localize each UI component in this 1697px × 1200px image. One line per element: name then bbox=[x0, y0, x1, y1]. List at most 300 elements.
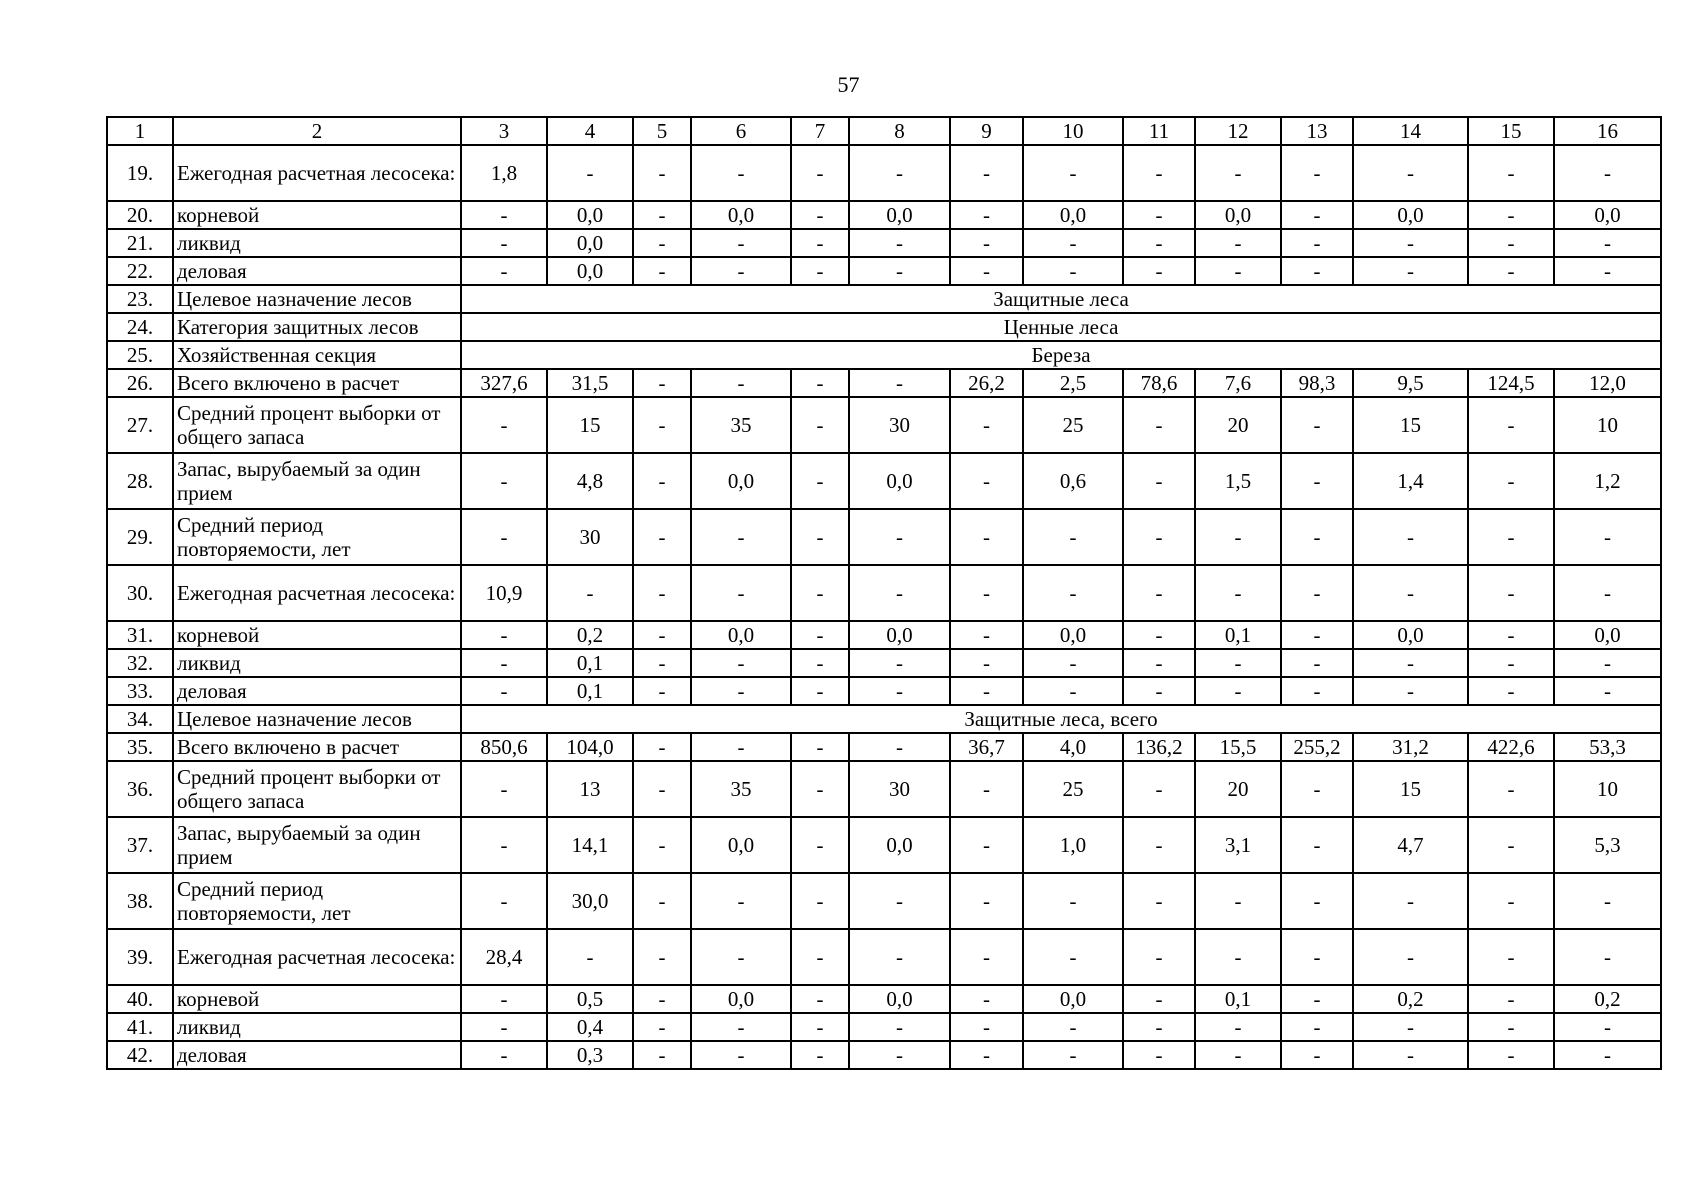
value-cell: 78,6 bbox=[1123, 369, 1195, 397]
value-cell: - bbox=[547, 145, 633, 201]
value-cell: - bbox=[1123, 649, 1195, 677]
table-row bbox=[107, 453, 1661, 509]
value-cell: - bbox=[1468, 985, 1554, 1013]
value-cell: - bbox=[1281, 761, 1353, 817]
value-cell: - bbox=[1554, 229, 1661, 257]
value-cell: - bbox=[461, 397, 547, 453]
value-cell: - bbox=[1195, 229, 1281, 257]
value-cell: - bbox=[950, 929, 1023, 985]
table-row bbox=[107, 1013, 1661, 1041]
value-cell: 9,5 bbox=[1353, 369, 1468, 397]
value-cell: - bbox=[950, 453, 1023, 509]
row-number: 35. bbox=[107, 733, 173, 761]
row-description: Ежегодная расчетная лесосека: bbox=[173, 929, 461, 985]
value-cell: - bbox=[461, 817, 547, 873]
value-cell: - bbox=[950, 145, 1023, 201]
row-description: Целевое назначение лесов bbox=[173, 285, 461, 313]
value-cell: 0,0 bbox=[1554, 201, 1661, 229]
value-cell: 1,5 bbox=[1195, 453, 1281, 509]
value-cell: - bbox=[461, 509, 547, 565]
value-cell: 0,0 bbox=[547, 257, 633, 285]
row-number: 39. bbox=[107, 929, 173, 985]
value-cell: - bbox=[461, 761, 547, 817]
value-cell: 15 bbox=[547, 397, 633, 453]
value-cell: 422,6 bbox=[1468, 733, 1554, 761]
value-cell: - bbox=[1353, 873, 1468, 929]
value-cell: - bbox=[1023, 1013, 1123, 1041]
value-cell: 98,3 bbox=[1281, 369, 1353, 397]
value-cell: - bbox=[691, 873, 791, 929]
value-cell: - bbox=[461, 985, 547, 1013]
value-cell: 30 bbox=[849, 761, 950, 817]
value-cell: - bbox=[791, 621, 849, 649]
value-cell: 1,0 bbox=[1023, 817, 1123, 873]
column-number-header: 15 bbox=[1468, 117, 1554, 145]
value-cell: - bbox=[1123, 145, 1195, 201]
value-cell: 10 bbox=[1554, 397, 1661, 453]
value-cell: - bbox=[1468, 873, 1554, 929]
value-cell: - bbox=[1281, 621, 1353, 649]
value-cell: - bbox=[1281, 677, 1353, 705]
row-description: деловая bbox=[173, 257, 461, 285]
row-description: Средний процент выборки от общего запаса bbox=[173, 397, 461, 453]
column-number-header: 7 bbox=[791, 117, 849, 145]
value-cell: 0,0 bbox=[849, 817, 950, 873]
value-cell: - bbox=[791, 453, 849, 509]
table-row bbox=[107, 1041, 1661, 1069]
value-cell: - bbox=[1195, 509, 1281, 565]
value-cell: - bbox=[461, 201, 547, 229]
value-cell: - bbox=[791, 985, 849, 1013]
row-number: 25. bbox=[107, 341, 173, 369]
row-number: 40. bbox=[107, 985, 173, 1013]
value-cell: 850,6 bbox=[461, 733, 547, 761]
value-cell: - bbox=[950, 509, 1023, 565]
row-description: деловая bbox=[173, 1041, 461, 1069]
value-cell: - bbox=[1353, 229, 1468, 257]
value-cell: - bbox=[950, 257, 1023, 285]
table-row bbox=[107, 985, 1661, 1013]
value-cell: - bbox=[691, 509, 791, 565]
value-cell: 0,0 bbox=[691, 817, 791, 873]
row-description: ликвид bbox=[173, 1013, 461, 1041]
row-number: 34. bbox=[107, 705, 173, 733]
table-row bbox=[107, 145, 1661, 201]
value-cell: - bbox=[849, 509, 950, 565]
value-cell: - bbox=[461, 873, 547, 929]
value-cell: - bbox=[1554, 565, 1661, 621]
value-cell: - bbox=[1023, 257, 1123, 285]
value-cell: - bbox=[461, 649, 547, 677]
column-number-header: 2 bbox=[173, 117, 461, 145]
value-cell: - bbox=[849, 369, 950, 397]
value-cell: - bbox=[950, 677, 1023, 705]
value-cell: 30,0 bbox=[547, 873, 633, 929]
value-cell: - bbox=[1353, 257, 1468, 285]
row-description: Всего включено в расчет bbox=[173, 733, 461, 761]
value-cell: - bbox=[1468, 649, 1554, 677]
value-cell: - bbox=[791, 677, 849, 705]
column-number-header: 6 bbox=[691, 117, 791, 145]
column-number-header: 16 bbox=[1554, 117, 1661, 145]
value-cell: - bbox=[791, 201, 849, 229]
value-cell: 1,4 bbox=[1353, 453, 1468, 509]
value-cell: - bbox=[1468, 677, 1554, 705]
value-cell: - bbox=[849, 145, 950, 201]
value-cell: 0,5 bbox=[547, 985, 633, 1013]
value-cell: 0,3 bbox=[547, 1041, 633, 1069]
row-number: 36. bbox=[107, 761, 173, 817]
value-cell: 26,2 bbox=[950, 369, 1023, 397]
value-cell: - bbox=[1353, 677, 1468, 705]
value-cell: 0,0 bbox=[1023, 621, 1123, 649]
value-cell: - bbox=[791, 565, 849, 621]
value-cell: - bbox=[1353, 929, 1468, 985]
table-body bbox=[107, 117, 1661, 1069]
value-cell: 20 bbox=[1195, 397, 1281, 453]
value-cell: 0,0 bbox=[1023, 985, 1123, 1013]
value-cell: - bbox=[1123, 929, 1195, 985]
value-cell: - bbox=[1123, 509, 1195, 565]
value-cell: - bbox=[1554, 873, 1661, 929]
value-cell: - bbox=[1281, 257, 1353, 285]
value-cell: - bbox=[1468, 509, 1554, 565]
value-cell: - bbox=[1123, 873, 1195, 929]
value-cell: - bbox=[633, 257, 691, 285]
value-cell: 15,5 bbox=[1195, 733, 1281, 761]
value-cell: - bbox=[1123, 1041, 1195, 1069]
value-cell: - bbox=[1468, 229, 1554, 257]
value-cell: 36,7 bbox=[950, 733, 1023, 761]
column-number-header: 3 bbox=[461, 117, 547, 145]
value-cell: - bbox=[1468, 817, 1554, 873]
value-cell: - bbox=[849, 257, 950, 285]
section-title-cell: Ценные леса bbox=[461, 313, 1661, 341]
value-cell: - bbox=[547, 929, 633, 985]
value-cell: - bbox=[849, 733, 950, 761]
value-cell: - bbox=[691, 369, 791, 397]
value-cell: - bbox=[1353, 509, 1468, 565]
value-cell: - bbox=[1554, 649, 1661, 677]
value-cell: - bbox=[849, 565, 950, 621]
value-cell: - bbox=[461, 229, 547, 257]
table-row bbox=[107, 705, 1661, 733]
value-cell: 4,8 bbox=[547, 453, 633, 509]
value-cell: - bbox=[633, 229, 691, 257]
value-cell: - bbox=[950, 1013, 1023, 1041]
value-cell: - bbox=[950, 985, 1023, 1013]
value-cell: - bbox=[791, 229, 849, 257]
value-cell: - bbox=[950, 1041, 1023, 1069]
column-number-header: 1 bbox=[107, 117, 173, 145]
value-cell: 13 bbox=[547, 761, 633, 817]
value-cell: - bbox=[691, 733, 791, 761]
value-cell: - bbox=[950, 397, 1023, 453]
row-number: 38. bbox=[107, 873, 173, 929]
value-cell: - bbox=[791, 1041, 849, 1069]
value-cell: 10,9 bbox=[461, 565, 547, 621]
table-row bbox=[107, 873, 1661, 929]
value-cell: 0,0 bbox=[1353, 621, 1468, 649]
value-cell: 0,0 bbox=[849, 201, 950, 229]
table-row bbox=[107, 677, 1661, 705]
row-description: Хозяйственная секция bbox=[173, 341, 461, 369]
value-cell: 4,0 bbox=[1023, 733, 1123, 761]
value-cell: 3,1 bbox=[1195, 817, 1281, 873]
value-cell: - bbox=[1554, 257, 1661, 285]
value-cell: 124,5 bbox=[1468, 369, 1554, 397]
value-cell: - bbox=[1195, 929, 1281, 985]
value-cell: - bbox=[1353, 145, 1468, 201]
value-cell: - bbox=[1123, 453, 1195, 509]
value-cell: - bbox=[1195, 649, 1281, 677]
value-cell: - bbox=[1281, 817, 1353, 873]
value-cell: - bbox=[691, 257, 791, 285]
row-description: Целевое назначение лесов bbox=[173, 705, 461, 733]
value-cell: 28,4 bbox=[461, 929, 547, 985]
value-cell: - bbox=[1468, 1013, 1554, 1041]
value-cell: 7,6 bbox=[1195, 369, 1281, 397]
column-number-header: 11 bbox=[1123, 117, 1195, 145]
value-cell: - bbox=[1353, 565, 1468, 621]
column-number-header: 14 bbox=[1353, 117, 1468, 145]
value-cell: 12,0 bbox=[1554, 369, 1661, 397]
row-number: 26. bbox=[107, 369, 173, 397]
section-title-cell: Защитные леса bbox=[461, 285, 1661, 313]
value-cell: 0,2 bbox=[1353, 985, 1468, 1013]
column-number-header: 4 bbox=[547, 117, 633, 145]
value-cell: - bbox=[633, 565, 691, 621]
table-row bbox=[107, 817, 1661, 873]
value-cell: - bbox=[1468, 145, 1554, 201]
value-cell: - bbox=[633, 649, 691, 677]
value-cell: - bbox=[1281, 145, 1353, 201]
table-row bbox=[107, 341, 1661, 369]
value-cell: - bbox=[1281, 985, 1353, 1013]
row-description: деловая bbox=[173, 677, 461, 705]
value-cell: 31,2 bbox=[1353, 733, 1468, 761]
row-number: 29. bbox=[107, 509, 173, 565]
value-cell: - bbox=[461, 453, 547, 509]
value-cell: - bbox=[1195, 565, 1281, 621]
value-cell: - bbox=[849, 873, 950, 929]
value-cell: - bbox=[1123, 817, 1195, 873]
value-cell: - bbox=[791, 761, 849, 817]
value-cell: - bbox=[1554, 677, 1661, 705]
value-cell: - bbox=[633, 1041, 691, 1069]
value-cell: 5,3 bbox=[1554, 817, 1661, 873]
value-cell: - bbox=[791, 817, 849, 873]
value-cell: - bbox=[1281, 1013, 1353, 1041]
table-row bbox=[107, 229, 1661, 257]
value-cell: - bbox=[791, 733, 849, 761]
row-number: 37. bbox=[107, 817, 173, 873]
row-description: корневой bbox=[173, 201, 461, 229]
row-number: 19. bbox=[107, 145, 173, 201]
value-cell: - bbox=[791, 145, 849, 201]
value-cell: - bbox=[633, 1013, 691, 1041]
value-cell: - bbox=[1195, 873, 1281, 929]
row-description: Категория защитных лесов bbox=[173, 313, 461, 341]
value-cell: - bbox=[1123, 257, 1195, 285]
row-number: 27. bbox=[107, 397, 173, 453]
value-cell: - bbox=[633, 621, 691, 649]
value-cell: - bbox=[1468, 929, 1554, 985]
value-cell: - bbox=[1554, 1041, 1661, 1069]
table-row bbox=[107, 369, 1661, 397]
value-cell: - bbox=[791, 509, 849, 565]
value-cell: - bbox=[1023, 929, 1123, 985]
row-description: Средний период повторяемости, лет bbox=[173, 509, 461, 565]
value-cell: 15 bbox=[1353, 397, 1468, 453]
value-cell: - bbox=[950, 621, 1023, 649]
value-cell: - bbox=[791, 257, 849, 285]
value-cell: - bbox=[1281, 201, 1353, 229]
value-cell: - bbox=[691, 1013, 791, 1041]
value-cell: - bbox=[1195, 145, 1281, 201]
value-cell: - bbox=[633, 397, 691, 453]
value-cell: - bbox=[849, 929, 950, 985]
row-number: 41. bbox=[107, 1013, 173, 1041]
table-row bbox=[107, 509, 1661, 565]
table-row bbox=[107, 649, 1661, 677]
value-cell: - bbox=[1468, 257, 1554, 285]
value-cell: 25 bbox=[1023, 397, 1123, 453]
value-cell: - bbox=[849, 229, 950, 257]
value-cell: 25 bbox=[1023, 761, 1123, 817]
row-number: 42. bbox=[107, 1041, 173, 1069]
value-cell: 0,0 bbox=[691, 621, 791, 649]
value-cell: - bbox=[791, 873, 849, 929]
value-cell: - bbox=[849, 1041, 950, 1069]
value-cell: - bbox=[1123, 565, 1195, 621]
value-cell: 0,4 bbox=[547, 1013, 633, 1041]
table-row bbox=[107, 257, 1661, 285]
value-cell: 31,5 bbox=[547, 369, 633, 397]
value-cell: - bbox=[633, 733, 691, 761]
value-cell: - bbox=[950, 817, 1023, 873]
value-cell: - bbox=[849, 1013, 950, 1041]
column-number-header: 9 bbox=[950, 117, 1023, 145]
value-cell: - bbox=[1468, 1041, 1554, 1069]
table-row bbox=[107, 285, 1661, 313]
table-header-row bbox=[107, 117, 1661, 145]
value-cell: - bbox=[1123, 229, 1195, 257]
value-cell: - bbox=[461, 1041, 547, 1069]
value-cell: - bbox=[950, 565, 1023, 621]
value-cell: - bbox=[1123, 397, 1195, 453]
value-cell: - bbox=[633, 985, 691, 1013]
value-cell: - bbox=[1023, 145, 1123, 201]
value-cell: 0,1 bbox=[547, 677, 633, 705]
value-cell: - bbox=[461, 1013, 547, 1041]
value-cell: 104,0 bbox=[547, 733, 633, 761]
value-cell: 0,0 bbox=[691, 201, 791, 229]
value-cell: - bbox=[1123, 761, 1195, 817]
value-cell: - bbox=[1123, 201, 1195, 229]
value-cell: - bbox=[691, 145, 791, 201]
row-description: ликвид bbox=[173, 649, 461, 677]
table-row bbox=[107, 929, 1661, 985]
value-cell: - bbox=[633, 929, 691, 985]
row-number: 28. bbox=[107, 453, 173, 509]
value-cell: 0,2 bbox=[547, 621, 633, 649]
value-cell: - bbox=[1468, 453, 1554, 509]
column-number-header: 12 bbox=[1195, 117, 1281, 145]
page-number: 57 bbox=[837, 72, 860, 97]
row-description: Ежегодная расчетная лесосека: bbox=[173, 565, 461, 621]
value-cell: 0,0 bbox=[849, 453, 950, 509]
value-cell: - bbox=[1281, 453, 1353, 509]
value-cell: - bbox=[1468, 565, 1554, 621]
value-cell: - bbox=[849, 649, 950, 677]
value-cell: - bbox=[1023, 565, 1123, 621]
value-cell: - bbox=[1281, 509, 1353, 565]
value-cell: - bbox=[1023, 677, 1123, 705]
column-number-header: 8 bbox=[849, 117, 950, 145]
table-row bbox=[107, 397, 1661, 453]
value-cell: 4,7 bbox=[1353, 817, 1468, 873]
row-description: Всего включено в расчет bbox=[173, 369, 461, 397]
value-cell: - bbox=[1281, 229, 1353, 257]
value-cell: 0,0 bbox=[1554, 621, 1661, 649]
row-number: 23. bbox=[107, 285, 173, 313]
value-cell: - bbox=[461, 677, 547, 705]
value-cell: - bbox=[633, 873, 691, 929]
value-cell: 20 bbox=[1195, 761, 1281, 817]
value-cell: - bbox=[633, 509, 691, 565]
value-cell: - bbox=[691, 565, 791, 621]
value-cell: - bbox=[1554, 145, 1661, 201]
section-title-cell: Защитные леса, всего bbox=[461, 705, 1661, 733]
value-cell: - bbox=[633, 369, 691, 397]
value-cell: - bbox=[791, 397, 849, 453]
value-cell: - bbox=[547, 565, 633, 621]
value-cell: - bbox=[950, 229, 1023, 257]
value-cell: - bbox=[1468, 201, 1554, 229]
value-cell: - bbox=[633, 761, 691, 817]
row-number: 33. bbox=[107, 677, 173, 705]
row-number: 24. bbox=[107, 313, 173, 341]
value-cell: - bbox=[950, 649, 1023, 677]
value-cell: 0,0 bbox=[691, 985, 791, 1013]
value-cell: 0,0 bbox=[1353, 201, 1468, 229]
value-cell: - bbox=[1123, 985, 1195, 1013]
row-description: корневой bbox=[173, 621, 461, 649]
value-cell: - bbox=[1281, 1041, 1353, 1069]
value-cell: 2,5 bbox=[1023, 369, 1123, 397]
value-cell: 0,0 bbox=[547, 229, 633, 257]
value-cell: - bbox=[691, 929, 791, 985]
value-cell: - bbox=[691, 649, 791, 677]
value-cell: - bbox=[791, 929, 849, 985]
row-number: 22. bbox=[107, 257, 173, 285]
table-row bbox=[107, 761, 1661, 817]
row-description: Средний период повторяемости, лет bbox=[173, 873, 461, 929]
value-cell: 0,0 bbox=[1023, 201, 1123, 229]
table-row bbox=[107, 621, 1661, 649]
row-number: 31. bbox=[107, 621, 173, 649]
value-cell: - bbox=[691, 229, 791, 257]
value-cell: - bbox=[791, 369, 849, 397]
row-description: ликвид bbox=[173, 229, 461, 257]
row-number: 32. bbox=[107, 649, 173, 677]
value-cell: - bbox=[1023, 1041, 1123, 1069]
value-cell: 10 bbox=[1554, 761, 1661, 817]
value-cell: 327,6 bbox=[461, 369, 547, 397]
value-cell: - bbox=[950, 761, 1023, 817]
value-cell: - bbox=[1353, 1041, 1468, 1069]
